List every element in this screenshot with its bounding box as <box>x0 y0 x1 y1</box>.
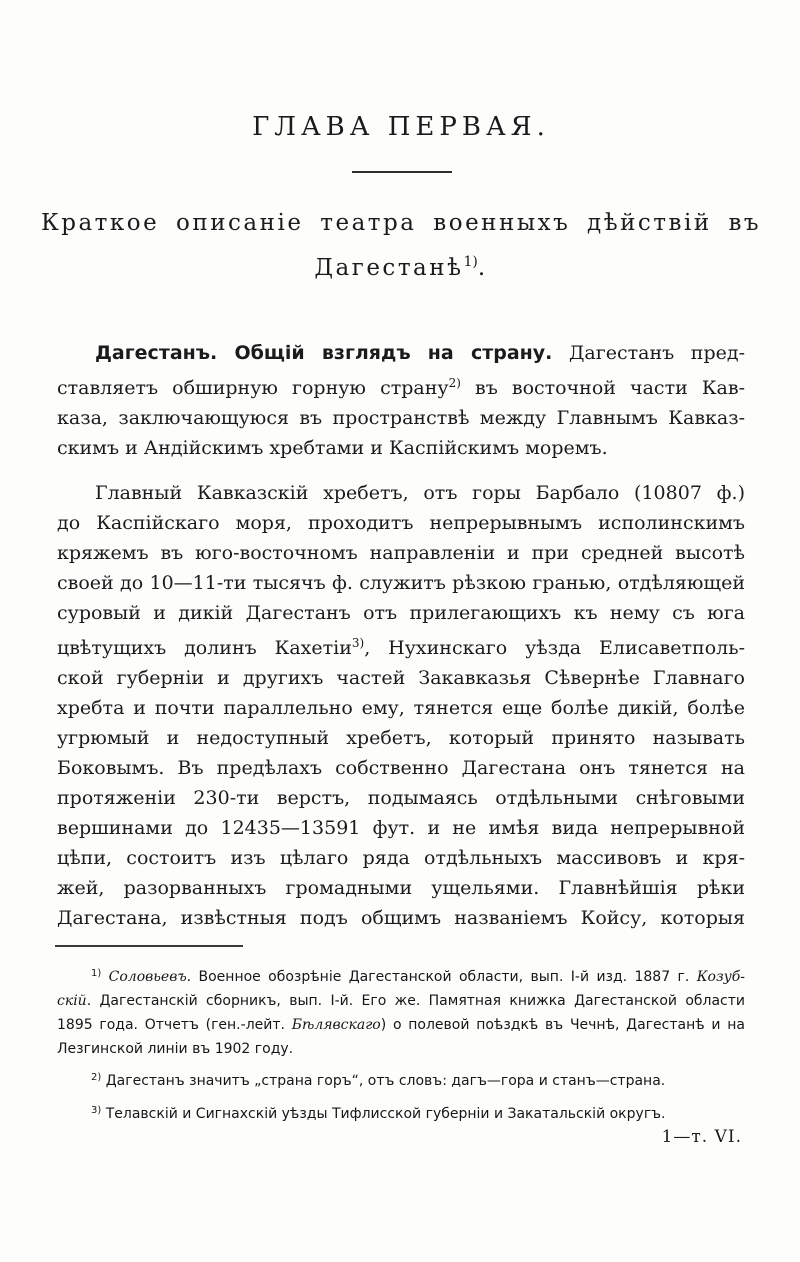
subtitle-line-2-text: Дагестанѣ <box>314 255 464 281</box>
body-line: до Каспійскаго моря, проходитъ непрерывнымъ исполинскимъ <box>57 512 745 534</box>
body-line: Главный Кавказскій хребетъ, отъ горы Барбало (10807 ф.) <box>95 482 745 504</box>
footnote-line: Лезгинской линіи въ 1902 году. <box>57 1041 294 1057</box>
footnote-author-name: Козуб- <box>696 969 745 985</box>
footnote-3 <box>57 1099 745 1126</box>
section-subtitle <box>40 204 762 288</box>
footnote-1-marker: 1) <box>91 968 102 979</box>
body-line: каза, заключающуюся въ пространствѣ между Главнымъ Кавказ- <box>57 407 745 429</box>
footnote-divider-rule <box>55 945 243 947</box>
body-line: Боковымъ. Въ предѣлахъ собственно Дагестана онъ тянется на <box>57 757 745 779</box>
body-text <box>57 338 745 933</box>
footnote-line-text: ) о полевой поѣздкѣ въ Чечнѣ, Дагестанѣ и на <box>380 1017 745 1033</box>
footnote-line <box>57 962 745 989</box>
body-line: Дагестана, извѣстныя подъ общимъ названіемъ Койсу, которыя <box>57 907 745 929</box>
footnote-author-name: Бѣлявскаго <box>291 1017 381 1033</box>
footnotes-block <box>57 962 745 1126</box>
body-line <box>57 628 745 663</box>
footnote-ref-1: 1) <box>463 254 478 270</box>
body-line: суровый и дикій Дагестанъ отъ прилегающихъ къ нему съ юга <box>57 602 745 624</box>
footnote-line-text: 1895 года. Отчетъ (ген.-лейт. <box>57 1017 292 1033</box>
subtitle-line-2-period: . <box>477 255 488 281</box>
body-line-text: ставляетъ обширную горную страну <box>57 377 449 399</box>
footnote-ref-3: 3) <box>351 636 365 650</box>
footnote-line-text: Дагестанскій сборникъ, вып. I-й. Его же. Памятная книжка Дагестанской области <box>91 993 745 1009</box>
subtitle-line-1: Краткое описаніе театра военныхъ дѣйствій въ <box>40 210 762 236</box>
chapter-title: ГЛАВА ПЕРВАЯ. <box>252 112 550 142</box>
body-line-text: цвѣтущихъ долинъ Кахетіи <box>57 637 352 659</box>
body-line: ской губерніи и другихъ частей Закавказья Сѣвернѣе Главнаго <box>57 667 745 689</box>
body-line: хребта и почти параллельно ему, тянется еще болѣе дикій, болѣе <box>57 697 745 719</box>
body-line-text: Дагестанъ пред- <box>552 342 745 364</box>
paragraph-1 <box>57 338 745 463</box>
footnote-1 <box>57 962 745 1061</box>
footnote-line <box>57 989 745 1013</box>
paragraph-2 <box>57 478 745 933</box>
footnote-line-text: Военное обозрѣніе Дагестанской области, вып. I-й изд. 1887 г. <box>191 969 697 985</box>
body-line: скимъ и Андійскимъ хребтами и Каспійскимъ моремъ. <box>57 437 608 459</box>
paragraph-lead-bold: Дагестанъ. Общій взглядъ на страну. <box>95 342 553 364</box>
body-line: вершинами до 12435—13591 фут. и не имѣя вида непрерывной <box>57 817 745 839</box>
body-line: протяженіи 230-ти верстъ, подымаясь отдѣльными снѣговыми <box>57 787 745 809</box>
footnote-2-marker: 2) <box>91 1072 102 1083</box>
body-line-text: въ восточной части Кав- <box>460 377 745 399</box>
body-line: угрюмый и недоступный хребетъ, который принято называть <box>57 727 745 749</box>
body-line: цѣпи, состоитъ изъ цѣлаго ряда отдѣльныхъ массивовъ и кря- <box>57 847 745 869</box>
footnote-2 <box>57 1066 745 1093</box>
footnote-author-name: Соловьевъ. <box>101 969 192 985</box>
footnote-line-text: Телавскій и Сигнахскій уѣзды Тифлисской губерніи и Закатальскій округъ. <box>101 1106 666 1122</box>
body-line: жей, разорванныхъ громадными ущельями. Главнѣйшія рѣки <box>57 877 745 899</box>
body-line <box>57 338 745 368</box>
subtitle-line-2 <box>40 243 762 288</box>
footnote-line-text: Дагестанъ значитъ „страна горъ“, отъ словъ: дагъ—гора и станъ—страна. <box>101 1073 666 1089</box>
footnote-3-marker: 3) <box>91 1105 102 1116</box>
body-line-text: , Нухинскаго уѣзда Елисаветполь- <box>364 637 745 659</box>
body-line: своей до 10—11-ти тысячъ ф. служитъ рѣзкою гранью, отдѣляющей <box>57 572 745 594</box>
body-line <box>57 368 745 403</box>
footnote-author-name: скій. <box>57 993 92 1009</box>
footnote-line <box>57 1013 745 1037</box>
page-signature: 1—т. VI. <box>661 1127 742 1147</box>
title-divider-rule <box>352 171 452 173</box>
body-line: кряжемъ въ юго-восточномъ направленіи и при средней высотѣ <box>57 542 745 564</box>
footnote-ref-2: 2) <box>448 376 461 390</box>
